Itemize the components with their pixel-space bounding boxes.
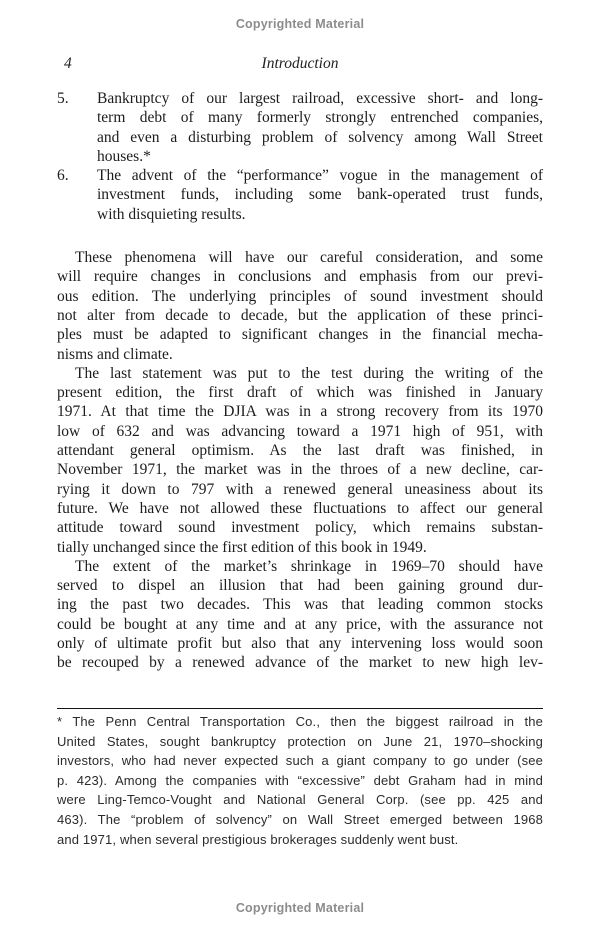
text-line: The last statement was put to the test during the writing of the [75, 364, 543, 382]
text-line: November 1971, the market was in the throes of a new decline, car- [57, 461, 543, 479]
running-head: Introduction [261, 55, 339, 72]
paragraph-2 [57, 364, 543, 557]
text-line: will require changes in conclusions and emphasis from our previ- [57, 268, 543, 286]
text-line: and even a disturbing problem of solvency among Wall Street [97, 128, 543, 146]
numbered-list [57, 89, 543, 224]
text-line: ing the past two decades. This was that leading common stocks [57, 596, 543, 614]
copyright-notice-bottom: Copyrighted Material [235, 901, 365, 915]
text-line: not alter from decade to decade, but the application of these princi- [57, 306, 543, 324]
text-line: These phenomena will have our careful consideration, and some [75, 249, 543, 267]
list-item-number: 6. [57, 167, 69, 185]
footnote-text [57, 712, 543, 849]
text-line: p. 423). Among the companies with “excessive” debt Graham had in mind [57, 772, 543, 788]
text-line: * The Penn Central Transportation Co., then the biggest railroad in the [57, 714, 543, 729]
text-line: Bankruptcy of our largest railroad, excessive short- and long- [97, 90, 543, 107]
text-line: only of ultimate profit but also that any intervening loss would soon [57, 635, 543, 653]
text-line: United States, sought bankruptcy protection on June 21, 1970–shocking [57, 733, 543, 749]
list-item-5 [57, 89, 543, 166]
text-line: 463). The “problem of solvency” on Wall Street emerged between 1968 [57, 811, 543, 827]
text-line: The extent of the market’s shrinkage in 1969–70 should have [75, 557, 543, 575]
copyright-notice-top: Copyrighted Material [235, 17, 365, 31]
text-line: served to dispel an illusion that had been gaining ground dur- [57, 577, 543, 595]
text-line: ples must be adapted to significant changes in the financial mecha- [57, 326, 543, 344]
paragraph-1 [57, 248, 543, 364]
text-line: attendant general optimism. As the last draft was finished, in [57, 442, 543, 460]
text-line: could be bought at any time and at any price, with the assurance not [57, 615, 543, 633]
list-item-text [97, 166, 543, 224]
text-line: nisms and climate. [57, 345, 173, 363]
page-header [57, 55, 543, 73]
text-line: attitude toward sound investment policy, which remains substan- [57, 519, 543, 537]
text-line: be recouped by a renewed advance of the market to new high lev- [57, 654, 543, 672]
list-item-6 [57, 166, 543, 224]
text-line: tially unchanged since the first edition of this book in 1949. [57, 538, 427, 556]
text-line: present edition, the first draft of which was finished in January [57, 384, 543, 402]
text-line: future. We have not allowed these fluctuations to affect our general [57, 499, 543, 517]
paragraph-3 [57, 557, 543, 673]
text-line: The advent of the “performance” vogue in the management of [97, 167, 543, 185]
text-line: ous edition. The underlying principles of sound investment should [57, 287, 543, 305]
text-line: houses.* [97, 147, 151, 165]
text-line: investors, who had never expected such a giant company to go under (see [57, 753, 543, 769]
body-text [57, 89, 543, 673]
footnote-divider [57, 708, 543, 709]
text-line: low of 632 and was advancing toward a 1971 high of 951, with [57, 422, 543, 440]
text-line: term debt of many formerly strongly entrenched companies, [97, 109, 543, 127]
page-number: 4 [64, 55, 72, 72]
list-item-number: 5. [57, 90, 69, 107]
text-line: and 1971, when several prestigious brokerages suddenly went bust. [57, 831, 459, 847]
list-item-text [97, 89, 543, 166]
text-line: investment funds, including some bank-operated trust funds, [97, 186, 543, 204]
text-line: with disquieting results. [97, 205, 246, 223]
text-line: were Ling-Temco-Vought and National General Corp. (see pp. 425 and [57, 792, 543, 808]
text-line: rying it down to 797 with a renewed general uneasiness about its [57, 480, 543, 498]
text-line: 1971. At that time the DJIA was in a strong recovery from its 1970 [57, 403, 543, 421]
